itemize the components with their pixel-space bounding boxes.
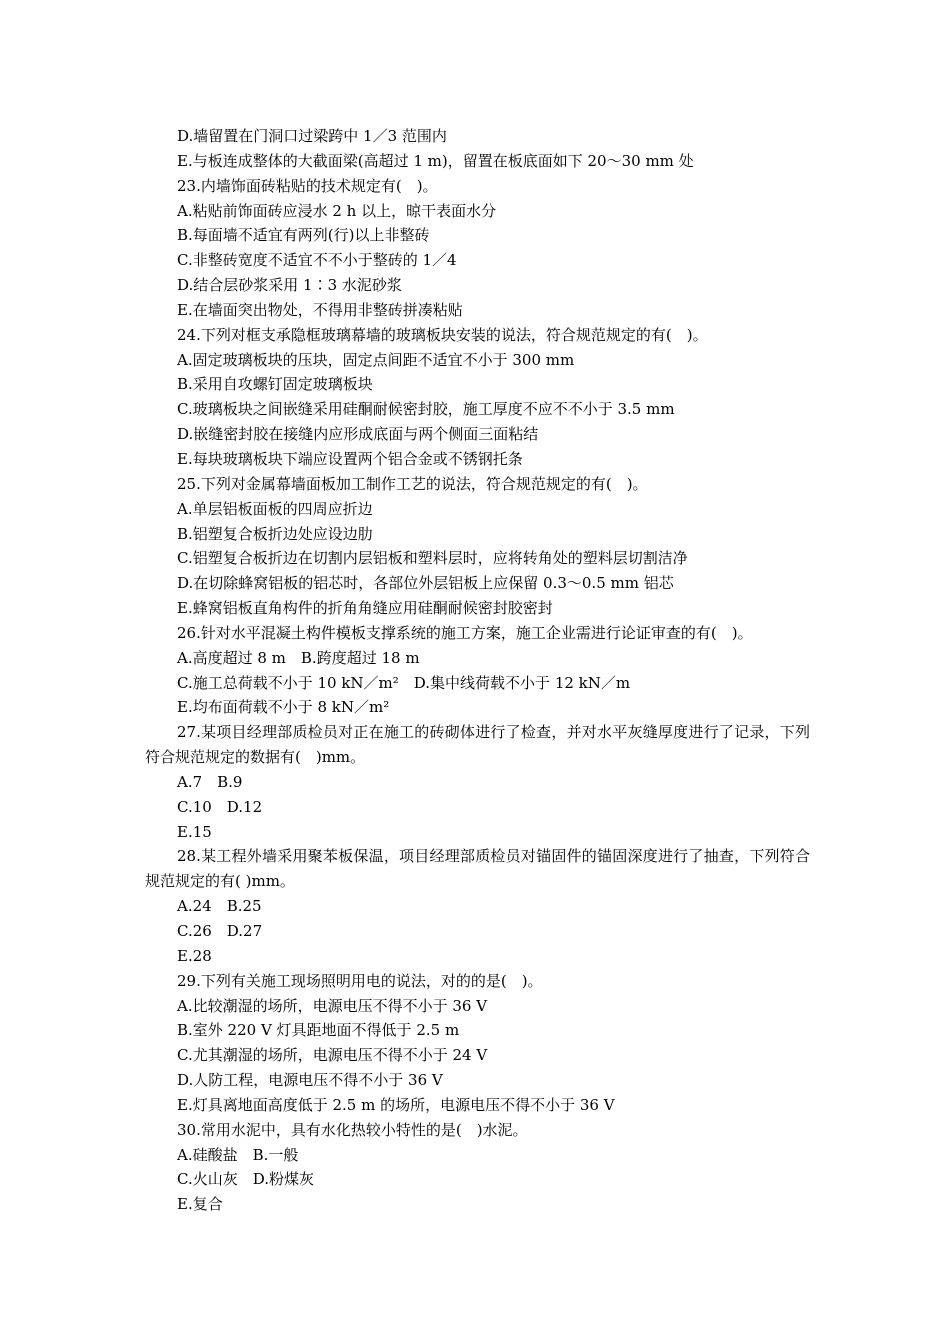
question-30: 30.常用水泥中，具有水化热较小特性的是( )水泥。 (177, 1120, 528, 1139)
option-line: D.人防工程，电源电压不得不小于 36 V (177, 1071, 443, 1090)
option-line: B.采用自攻螺钉固定玻璃板块 (177, 375, 373, 394)
option-line: D.结合层砂浆采用 1∶3 水泥砂浆 (177, 276, 402, 295)
text-line: D.墙留置在门洞口过梁跨中 1／3 范围内 (177, 127, 447, 145)
option-line: E.每块玻璃板块下端应设置两个铝合金或不锈钢托条 (177, 449, 523, 468)
question-29: 29.下列有关施工现场照明用电的说法，对的的是( )。 (177, 971, 543, 990)
option-line: E.28 (177, 946, 212, 965)
question-26: 26.针对水平混凝土构件模板支撑系统的施工方案，施工企业需进行论证审查的有( )。 (177, 623, 753, 642)
option-line: E.复合 (177, 1195, 223, 1214)
option-line: E.均布面荷载不小于 8 kN／m² (177, 698, 390, 717)
question-23: 23.内墙饰面砖粘贴的技术规定有( )。 (177, 176, 438, 195)
option-line: B.每面墙不适宜有两列(行)以上非整砖 (177, 226, 430, 245)
document-body (145, 124, 810, 1217)
option-line: A.7 B.9 (177, 772, 243, 791)
option-line: E.在墙面突出物处，不得用非整砖拼凑粘贴 (177, 300, 463, 319)
option-line: A.固定玻璃板块的压块，固定点间距不适宜不小于 300 mm (177, 350, 575, 369)
option-line: A.粘贴前饰面砖应浸水 2 h 以上，晾干表面水分 (177, 201, 497, 220)
option-line: E.蜂窝铝板直角构件的折角角缝应用硅酮耐候密封胶密封 (177, 599, 553, 618)
question-28: 28.某工程外墙采用聚苯板保温，项目经理部质检员对锚固件的锚固深度进行了抽查，下列符合规范规定的有( )mm。 (145, 847, 810, 891)
option-line: A.24 B.25 (177, 897, 262, 916)
option-line: D.嵌缝密封胶在接缝内应形成底面与两个侧面三面粘结 (177, 425, 539, 444)
option-line: D.在切除蜂窝铝板的铝芯时，各部位外层铝板上应保留 0.3～0.5 mm 铝芯 (177, 574, 674, 593)
option-line: E.15 (177, 822, 212, 841)
option-line: A.硅酸盐 B.一般 (177, 1145, 299, 1164)
option-line: A.比较潮湿的场所，电源电压不得不小于 36 V (177, 996, 488, 1015)
option-line: A.高度超过 8 m B.跨度超过 18 m (177, 648, 420, 667)
option-line: A.单层铝板面板的四周应折边 (177, 499, 373, 518)
question-24: 24.下列对框支承隐框玻璃幕墙的玻璃板块安装的说法，符合规范规定的有( )。 (177, 325, 708, 344)
option-line: C.10 D.12 (177, 797, 263, 816)
option-line: C.尤其潮湿的场所，电源电压不得不小于 24 V (177, 1046, 488, 1065)
question-25: 25.下列对金属幕墙面板加工制作工艺的说法，符合规范规定的有( )。 (177, 474, 648, 493)
option-line: B.铝塑复合板折边处应设边肋 (177, 524, 373, 543)
option-line: E.灯具离地面高度低于 2.5 m 的场所，电源电压不得不小于 36 V (177, 1095, 615, 1114)
question-27: 27.某项目经理部质检员对正在施工的砖砌体进行了检查，并对水平灰缝厚度进行了记录，下列符合规范规定的数据有( )mm。 (145, 723, 810, 767)
option-line: C.铝塑复合板折边在切割内层铝板和塑料层时，应将转角处的塑料层切割洁净 (177, 549, 688, 568)
option-line: C.26 D.27 (177, 922, 263, 940)
option-line: C.非整砖宽度不适宜不不小于整砖的 1／4 (177, 251, 457, 270)
option-line: C.火山灰 D.粉煤灰 (177, 1170, 314, 1189)
option-line: B.室外 220 V 灯具距地面不得低于 2.5 m (177, 1021, 460, 1040)
option-line: C.玻璃板块之间嵌缝采用硅酮耐候密封胶，施工厚度不应不不小于 3.5 mm (177, 400, 675, 419)
text-line: E.与板连成整体的大截面梁(高超过 1 m)，留置在板底面如下 20～30 mm 处 (177, 151, 694, 170)
option-line: C.施工总荷载不小于 10 kN／m² D.集中线荷载不小于 12 kN／m (177, 673, 631, 692)
